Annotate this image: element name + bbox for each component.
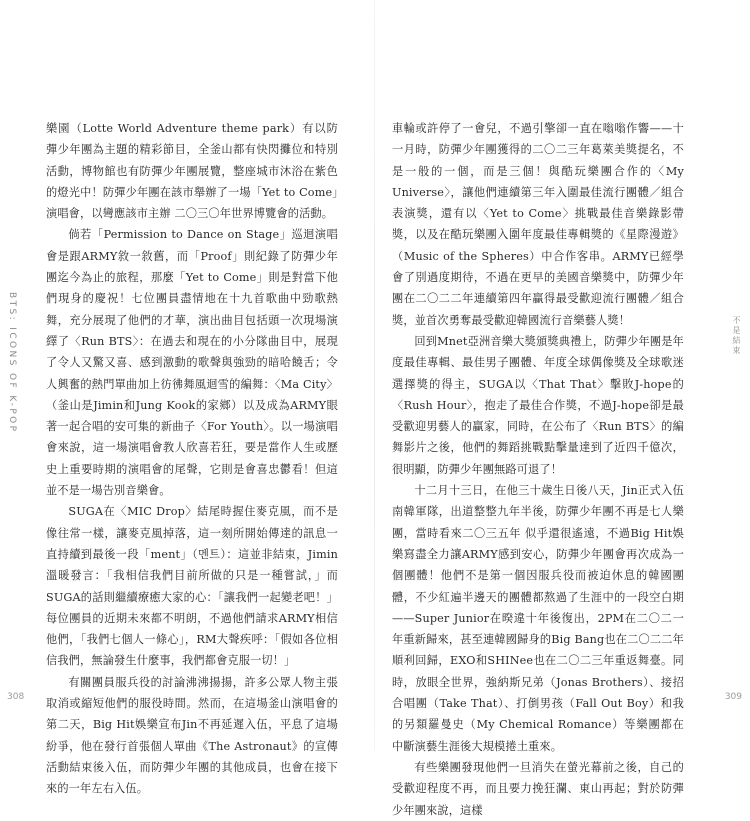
right-paragraph-1: 車輪或許停了一會兒，不過引擎卻一直在嗡嗡作響——十一月時，防彈少年團獲得的二〇二三年葛萊美獎提名，不是一般的一個，而是三個！與酷玩樂團合作的〈My Universe〉，讓他們連續第三年入圍最佳流行團體／組合表演獎，還有以〈Yet to Come〉挑戰最佳音樂錄影帶獎，以及在酷玩樂團入圍年度最佳專輯獎的《星際漫遊》（Music of the Spheres）中合作客串。ARMY已經學會了別過度期待，不過在更早的美國音樂獎中，防彈少年團在二〇二二年連續第四年贏得最受歡迎流行團體／組合獎，並首次勇奪最受歡迎韓國流行音樂藝人獎！: [392, 122, 684, 327]
left-page: [0, 0, 375, 796]
right-page: [375, 0, 750, 817]
right-page-number: 309: [724, 692, 742, 702]
left-page-body: [46, 118, 338, 800]
left-paragraph-3: SUGA在〈MIC Drop〉結尾時握住麥克風，而不是像往常一樣，讓麥克風掉落，這一刻所開始傳達的訊息一直持續到最後一段「ment」（멘트）：這並非結束，Jimin溫暖發言：「我相信我們目前所做的只是一種嘗試，」而SUGA的話則繼續療癒大家的心：「讓我們一起變老吧！」每位團員的近期未來都不明朗，不過他們請求ARMY相信他們，「我們七個人一條心」，RM大聲疾呼：「假如各位相信我們，無論發生什麼事，我們都會克服一切！」: [46, 505, 338, 668]
left-running-header: BTS: ICONS OF K-POP: [7, 292, 17, 434]
right-page-body: [392, 118, 684, 821]
right-paragraph-3: 十二月十三日，在他三十歲生日後八天，Jin正式入伍南韓軍隊，出道整整九年半後，防彈少年團不再是七人樂團，當時看來二〇三五年 似乎還很遙遠，不過Big Hit娛樂寫盡全力讓ARMY感到安心，防彈少年團會再次成為一個團體！他們不是第一個因服兵役而被迫休息的韓國團體，不少紅遍半邊天的團體都熬過了生涯中的一段空白期——Super Junior在暌違十年後復出，2PM在二〇二一年重新歸來，甚至連韓國歸身的Big Bang也在二〇二二年順利回歸，EXO和SHINee也在二〇二三年重返舞臺。同時，放眼全世界，強納斯兄弟（Jonas Brothers）、接招合唱團（Take That）、打倒男孩（Fall Out Boy）和我的另類羅曼史（My Chemical Romance）等樂團都在中斷演藝生涯後大規模捲土重來。: [392, 484, 684, 753]
right-paragraph-4: 有些樂團發現他們一旦消失在螢光幕前之後，自己的受歡迎程度不再，而且要力挽狂瀾、東山再起；對於防彈少年團來說，這樣: [392, 760, 684, 817]
left-paragraph-1: 樂園（Lotte World Adventure theme park）有以防彈少年團為主題的精彩節目，全釜山都有快閃攤位和特別活動，博物館也有防彈少年團展覽，整座城市沐浴在紫色的燈光中！防彈少年團在該市舉辦了一場「Yet to Come」演唱會，以彎應該市主辦 二〇三〇年世界博覽會的活動。: [46, 122, 338, 221]
right-running-header: 不是結束: [732, 316, 741, 356]
right-paragraph-2: 回到Mnet亞洲音樂大獎頒獎典禮上，防彈少年團是年度最佳專輯、最佳男子團體、年度全球偶像獎及全球歌迷選擇獎的得主，SUGA以〈That That〉擊敗J-hope的〈Rush Hour〉，抱走了最佳合作獎，不過J-hope卻是最受歡迎男藝人的贏家，同時，在公布了〈Run BTS〉的編舞影片之後，他們的舞蹈挑戰點擊量達到了近四千億次，很明顯，防彈少年團無路可退了！: [392, 334, 684, 476]
left-page-number: 308: [7, 692, 25, 702]
left-paragraph-4: 有關團員服兵役的討論沸沸揚揚，許多公眾人物主張取消或縮短他們的服役時間。然而，在這場釜山演唱會的第二天，Big Hit娛樂宣布Jin不再延遲入伍，平息了這場紛爭，他在發行首張個人單曲《The Astronaut》的宣傳活動結束後入伍，而防彈少年團的其他成員，也會在接下來的一年左右入伍。: [46, 675, 338, 796]
left-paragraph-2: 倘若「Permission to Dance on Stage」巡迴演唱會是跟ARMY敘一敘舊，而「Proof」則紀錄了防彈少年團迄今為止的旅程，那麼「Yet to Come」則是對當下他們現身的慶祝！七位團員盡情地在十九首歌曲中勁歌熱舞，充分展現了他們的才華，演出曲目包括頭一次現場演繹了〈Run BTS〉：在過去和現在的小分隊曲目中，展現了令人又驚又喜、感到激動的歌聲與強勁的暗哈饒舌；令人興奮的熱門單曲加上彷彿舞風迴雪的編舞：〈Ma City〉（釜山是Jimin和Jung Kook的家鄉）以及成為ARMY眼著一起合唱的安可集的新曲子〈For Youth〉。以一場演唱會來說，這一場演唱會教人欣喜若狂，要是當作人生或歷史上重要時期的演唱會的尾聲，它則是會喜忠鬱看！但這並不是一場告別音樂會。: [46, 228, 338, 498]
